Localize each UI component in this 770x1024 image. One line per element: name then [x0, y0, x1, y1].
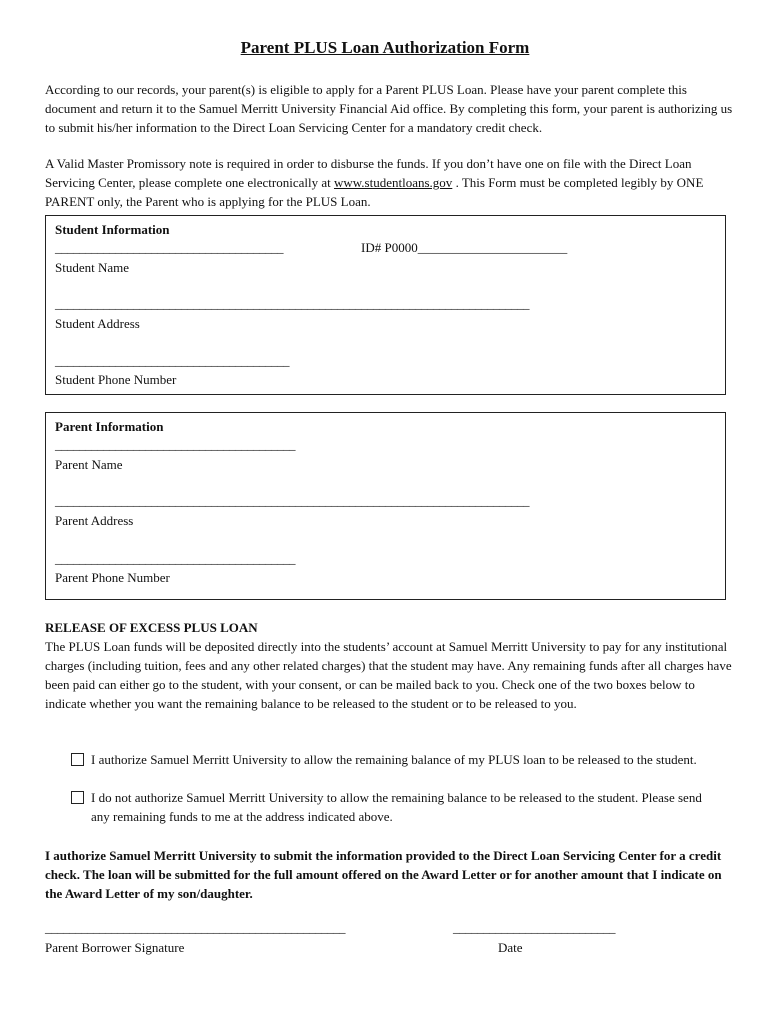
intro-paragraph-1: According to our records, your parent(s) is eligible to apply for a Parent PLUS Loan. Please have your parent complete this document and return it to the Samuel Merritt University Financial Aid office. By completing this form, your parent is authorizing us to submit his/her information to the Direct Loan Servicing Center for a mandatory credit check.: [45, 82, 733, 135]
intro-paragraph-2: [45, 154, 735, 211]
intro-paragraph-2-text-after: . This Form must be completed legibly by ONE PARENT only, the Parent who is applying for the PLUS Loan.: [45, 175, 704, 209]
student-name-label: Student Name: [55, 260, 130, 275]
parent-phone-label: Parent Phone Number: [55, 570, 170, 585]
intro-paragraph-2-text-before: A Valid Master Promissory note is required in order to disburse the funds. If you don’t have one on file with the Direct Loan Servicing Center, please complete one electronically at: [45, 156, 692, 190]
studentloans-link[interactable]: www.studentloans.gov: [333, 175, 453, 190]
date-field[interactable]: ___________________________: [453, 920, 615, 935]
release-to-student-checkbox[interactable]: [71, 753, 84, 766]
parent-phone-field[interactable]: ________________________________________: [55, 551, 295, 566]
student-phone-label: Student Phone Number: [55, 372, 177, 387]
student-information-header: Student Information: [55, 222, 170, 237]
student-address-field[interactable]: _______________________________________________________________________________: [55, 296, 529, 311]
signature-label: Parent Borrower Signature: [45, 940, 185, 955]
release-to-parent-checkbox[interactable]: [71, 791, 84, 804]
parent-information-header: Parent Information: [55, 419, 164, 434]
release-section-body: The PLUS Loan funds will be deposited directly into the students’ account at Samuel Merritt University to pay for any institutional charges (including tuition, fees and any other related charges) that the student may have. Any remaining funds after all charges have been paid can either go to the student, with your consent, or can be mailed back to you. Check one of the two boxes below to indicate whether you want the remaining balance to be released to the student or to be released to you.: [45, 639, 732, 711]
parent-address-label: Parent Address: [55, 513, 134, 528]
student-id-field[interactable]: ID# P0000_______________________: [361, 240, 568, 255]
authorization-statement: I authorize Samuel Merritt University to submit the information provided to the Direct Loan Servicing Center for a credit check. The loan will be submitted for the full amount offered on the Award Letter or for another amount that I indicate on the Award Letter of my son/daughter.: [45, 848, 722, 901]
parent-name-field[interactable]: ________________________________________: [55, 437, 295, 452]
student-name-field[interactable]: ______________________________________: [55, 240, 283, 255]
release-to-parent-option: [71, 788, 721, 826]
release-section-header: RELEASE OF EXCESS PLUS LOAN: [45, 620, 258, 635]
parent-information-box: [45, 412, 726, 600]
date-label: Date: [498, 940, 523, 955]
student-phone-field[interactable]: _______________________________________: [55, 353, 289, 368]
parent-name-label: Parent Name: [55, 457, 123, 472]
student-address-label: Student Address: [55, 316, 140, 331]
release-to-student-label: I authorize Samuel Merritt University to allow the remaining balance of my PLUS loan to be released to the student.: [91, 752, 697, 767]
page-title: Parent PLUS Loan Authorization Form: [240, 38, 530, 57]
release-to-parent-label: I do not authorize Samuel Merritt University to allow the remaining balance to be released to the student. Please send any remaining funds to me at the address indicated above.: [91, 790, 702, 824]
signature-field[interactable]: __________________________________________________: [45, 920, 345, 935]
parent-address-field[interactable]: _______________________________________________________________________________: [55, 493, 529, 508]
release-to-student-option: [71, 750, 721, 769]
student-information-box: [45, 215, 726, 395]
